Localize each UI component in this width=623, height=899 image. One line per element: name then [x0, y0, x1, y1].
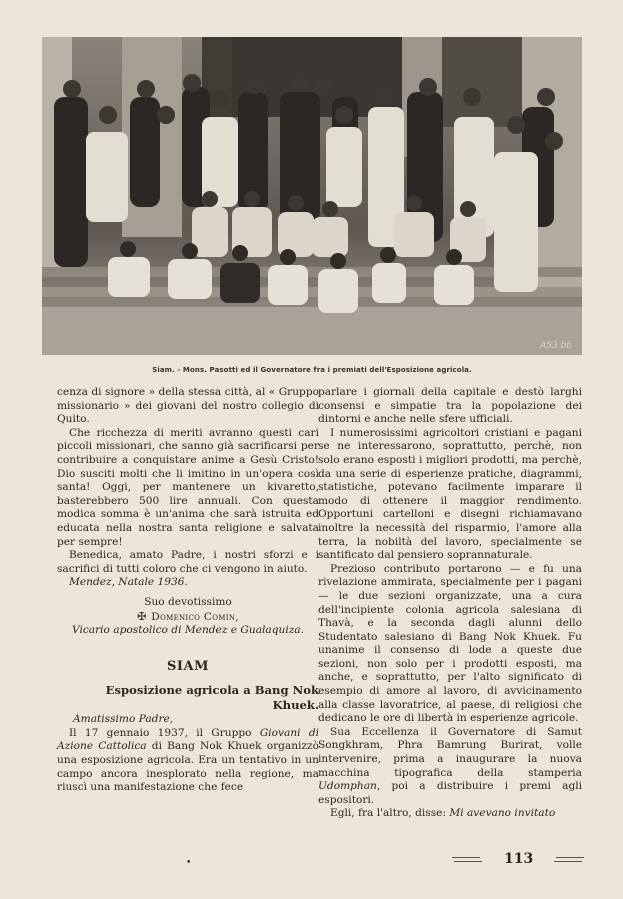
right-paragraph-5 [318, 807, 582, 821]
dateline: Mendez, Natale 1936. [69, 576, 188, 589]
right-column [318, 386, 582, 821]
text-span: di Bang Nok Khuek organizzò una esposizione agricola. Era un tentativo in un campo ancora inesplorato nella regione, ma riuscì una manifestazione che fece [57, 740, 319, 794]
left-paragraph-2: Che ricchezza di meriti avranno questi cari piccoli missionari, che sanno già sacrificarsi per contribuire a conquistare anime a Gesù Cristo! Dio susciti molti che li imitino in un'opera così santa! Oggi, per mantenere un kivaretto, basterebbero 500 lire annuali. Con questa modica somma è un'anima che sarà istruita ed educata nella nostra santa religione e salvata per sempre! [57, 426, 319, 548]
photo-reference-mark: A53 bb [540, 341, 572, 351]
section-heading: SIAM [167, 658, 209, 674]
left-paragraph-3: Benedica, amato Padre, i nostri sforzi e i sacrifici di tutti coloro che ci vengono in aiuto. [57, 549, 319, 575]
right-paragraph-1: parlare i giornali della capitale e destò larghi consensi e simpatie tra la popolazione dei dintorni e anche nelle sfere ufficiali. [318, 386, 582, 426]
text-span: , poi a distribuire i premi agli espositori. [318, 780, 582, 806]
text-span: Egli, fra l'altro, disse: [330, 807, 450, 820]
footer-rule [554, 861, 582, 862]
signer-name: Domenico Comin, [151, 610, 239, 623]
footer-rule [452, 857, 480, 858]
text-span: Il 17 gennaio 1937, il Gruppo [69, 726, 260, 739]
footer-rule [454, 861, 482, 862]
left-column [57, 386, 319, 795]
right-paragraph-3: Prezioso contributo portarono — e fu una rivelazione ammirata, specialmente per i pagani — le due sezioni organizzate, una a cura dell'incipiente colonia agricola salesiana di Thavà, e la seconda dagli alunni dello Studentato salesiano di Bang Nok Khuek. Fu unanime il consenso di lode a queste due sezioni, non solo per i prodotti esposti, ma anche, e soprattutto, per l'alto significato di esempio di amore al lavoro, di avvicinamento alla classe lavoratrice, al paese, di religiosi che dedicano le ore di libertà in esperienze agricole. [318, 562, 582, 725]
footer-rule [556, 857, 584, 858]
page-footer [452, 851, 584, 869]
salutation: Amatissimo Padre, [73, 713, 174, 726]
group-photograph [42, 37, 582, 355]
italic-span: Udomphan [318, 780, 377, 793]
text-span: Sua Eccellenza il Governatore di Samut Songkhram, Phra Bamrung Burirat, volle intervenire, prima a inaugurare la nuova macchina tipografica della stamperia [318, 725, 582, 779]
episcopal-cross-icon: ✠ [137, 609, 147, 623]
photo-illustration [42, 37, 582, 355]
signature-line [57, 610, 319, 625]
footer-dot: • [186, 858, 192, 868]
article-title: Esposizione agricola a Bang Nok Khuek. [105, 683, 319, 713]
photo-caption: Siam. - Mons. Pasotti ed il Governatore fra i premiati dell'Esposizione agricola. [152, 366, 472, 374]
italic-span: Giovani di Azione Cattolica [57, 726, 320, 753]
right-paragraph-4 [318, 726, 582, 808]
page-number: 113 [504, 851, 534, 867]
italic-span: Mi avevano invitato [449, 807, 556, 820]
left-paragraph-4 [57, 727, 319, 795]
right-paragraph-2: I numerosissimi agricoltori cristiani e pagani se ne interessarono, soprattutto, perchè, non solo erano esposti i migliori prodotti, ma perchè, da una serie di esperienze pratiche, diagrammi, statistiche, potevano facilmente imparare il modo di ottenere il maggior rendimento. Opportuni cartelloni e disegni richiamavano inoltre la necessità del risparmio, l'amore alla terra, la nobiltà del lavoro, specialmente se santificato dal pensiero soprannaturale. [318, 426, 582, 562]
left-paragraph-1: cenza di signore » della stessa città, al « Gruppo missionario » dei giovani del nostro collegio di Quito. [57, 386, 319, 426]
closing: Suo devotissimo [144, 595, 232, 608]
signer-title: Vicario apostolico di Mendez e Gualaquiza. [72, 624, 304, 637]
